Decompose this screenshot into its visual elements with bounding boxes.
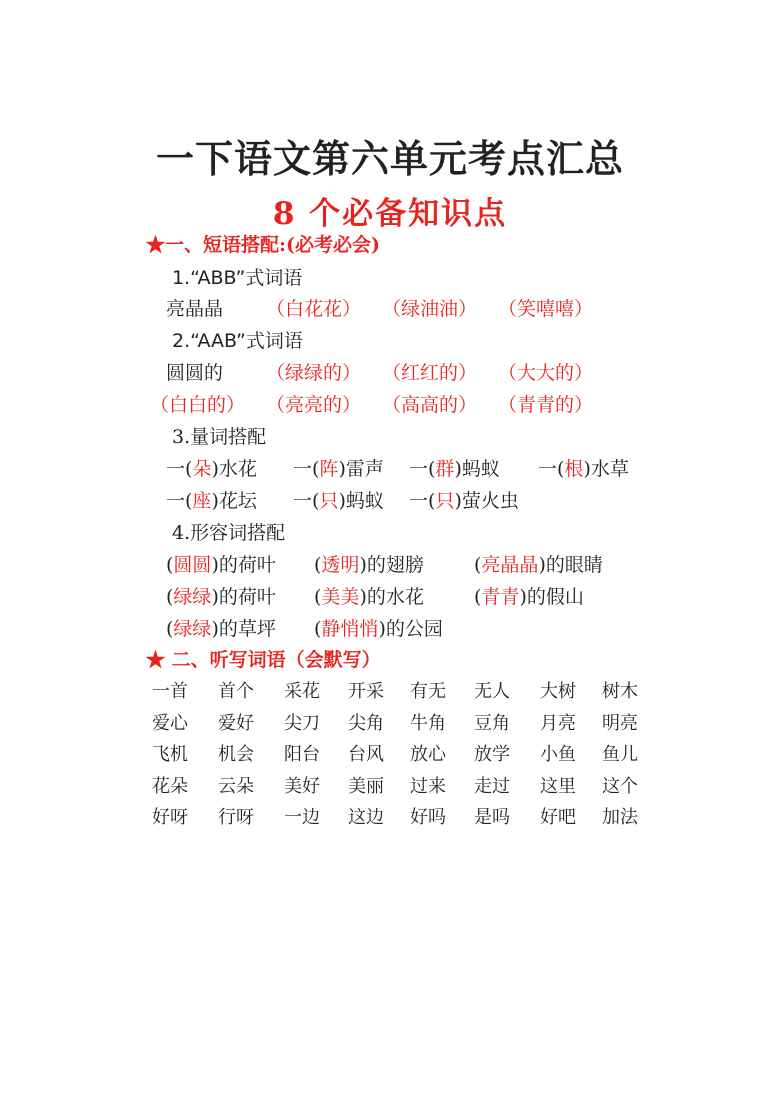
aab-item: （大大的） [498,362,594,384]
dictation-word: 美好 [284,775,320,797]
dictation-word: 台风 [348,744,384,765]
adjective-label: 4.形容词搭配 [172,522,286,544]
page-title: 一下语文第六单元考点汇总 [155,137,624,181]
dictation-word: 尖角 [348,712,384,734]
aab-item: （青青的） [498,394,594,416]
adjective-item: (美美)的水花 [314,586,424,608]
dictation-word: 云朵 [218,775,254,797]
abb-item: （笑嘻嘻） [498,298,594,320]
dictation-word: 飞机 [152,744,188,765]
dictation-word: 豆角 [474,712,510,734]
dictation-word: 阳台 [284,744,320,765]
aab-item: （白白的） [150,394,246,416]
dictation-row [152,677,652,709]
abb-item: （白花花） [266,298,362,320]
dictation-word: 采花 [284,681,320,702]
aab-item: （亮亮的） [266,394,362,416]
dictation-word: 这边 [348,807,384,828]
aab-item: （红红的） [382,362,478,384]
dictation-word: 大树 [540,681,576,702]
dictation-word: 是吗 [474,807,510,828]
dictation-row [152,803,652,835]
adjective-item: (圆圆)的荷叶 [166,554,276,576]
star-icon: ★ [146,234,166,256]
dictation-word: 有无 [410,681,446,702]
section-2-heading [146,648,381,672]
dictation-word: 一首 [152,681,188,702]
dictation-word: 这个 [602,775,638,797]
measure-item: 一(只)萤火虫 [409,490,519,512]
adjective-item: (透明)的翅膀 [314,554,424,576]
dictation-word: 行呀 [218,807,254,828]
dictation-word: 走过 [474,775,510,797]
star-icon: ★ [146,649,166,671]
dictation-row [152,772,652,804]
dictation-word: 好呀 [152,807,188,828]
dictation-word: 一边 [284,807,320,828]
dictation-row [152,740,652,772]
dictation-word: 无人 [474,681,510,702]
measure-item: 一(根)水草 [538,458,629,480]
dictation-word-grid [152,677,652,835]
adjective-item: (绿绿)的荷叶 [166,586,276,608]
page-subtitle: 8 个必备知识点 [272,196,508,232]
dictation-word: 月亮 [540,712,576,734]
adjective-item: (绿绿)的草坪 [166,618,276,640]
dictation-word: 尖刀 [284,712,320,734]
dictation-word: 加法 [602,807,638,828]
dictation-word: 树木 [602,681,638,702]
dictation-word: 鱼儿 [602,744,638,765]
adjective-item: (静悄悄)的公园 [314,618,443,640]
section-2-heading-text: 二、听写词语（会默写） [171,649,381,671]
dictation-word: 明亮 [602,712,638,734]
dictation-word: 好吗 [410,807,446,828]
aab-label: 2.“AAB”式词语 [172,330,303,352]
dictation-word: 放学 [474,744,510,765]
dictation-word: 首个 [218,681,254,702]
dictation-word: 这里 [540,775,576,797]
measure-item: 一(阵)雷声 [293,458,384,480]
section-1-heading [146,233,380,257]
section-1-heading-text: 一、短语搭配:(必考必会) [165,234,381,256]
dictation-row [152,709,652,741]
measure-label: 3.量词搭配 [172,426,267,448]
dictation-word: 小鱼 [540,744,576,765]
dictation-word: 牛角 [410,712,446,734]
abb-item: 亮晶晶 [166,298,224,320]
abb-label: 1.“ABB”式词语 [172,267,303,289]
measure-item: 一(座)花坛 [166,490,257,512]
dictation-word: 爱好 [218,712,254,734]
measure-item: 一(只)蚂蚁 [293,490,384,512]
measure-item: 一(朵)水花 [166,458,257,480]
dictation-word: 机会 [218,744,254,765]
dictation-word: 花朵 [152,775,188,797]
dictation-word: 过来 [410,775,446,797]
dictation-word: 好吧 [540,807,576,828]
abb-item: （绿油油） [382,298,478,320]
aab-item: 圆圆的 [166,362,224,384]
aab-item: （高高的） [382,394,478,416]
adjective-item: (亮晶晶)的眼睛 [474,554,603,576]
aab-item: （绿绿的） [266,362,362,384]
dictation-word: 美丽 [348,775,384,797]
adjective-item: (青青)的假山 [474,586,584,608]
dictation-word: 放心 [410,744,446,765]
dictation-word: 爱心 [152,712,188,734]
measure-item: 一(群)蚂蚁 [409,458,500,480]
dictation-word: 开采 [348,681,384,702]
